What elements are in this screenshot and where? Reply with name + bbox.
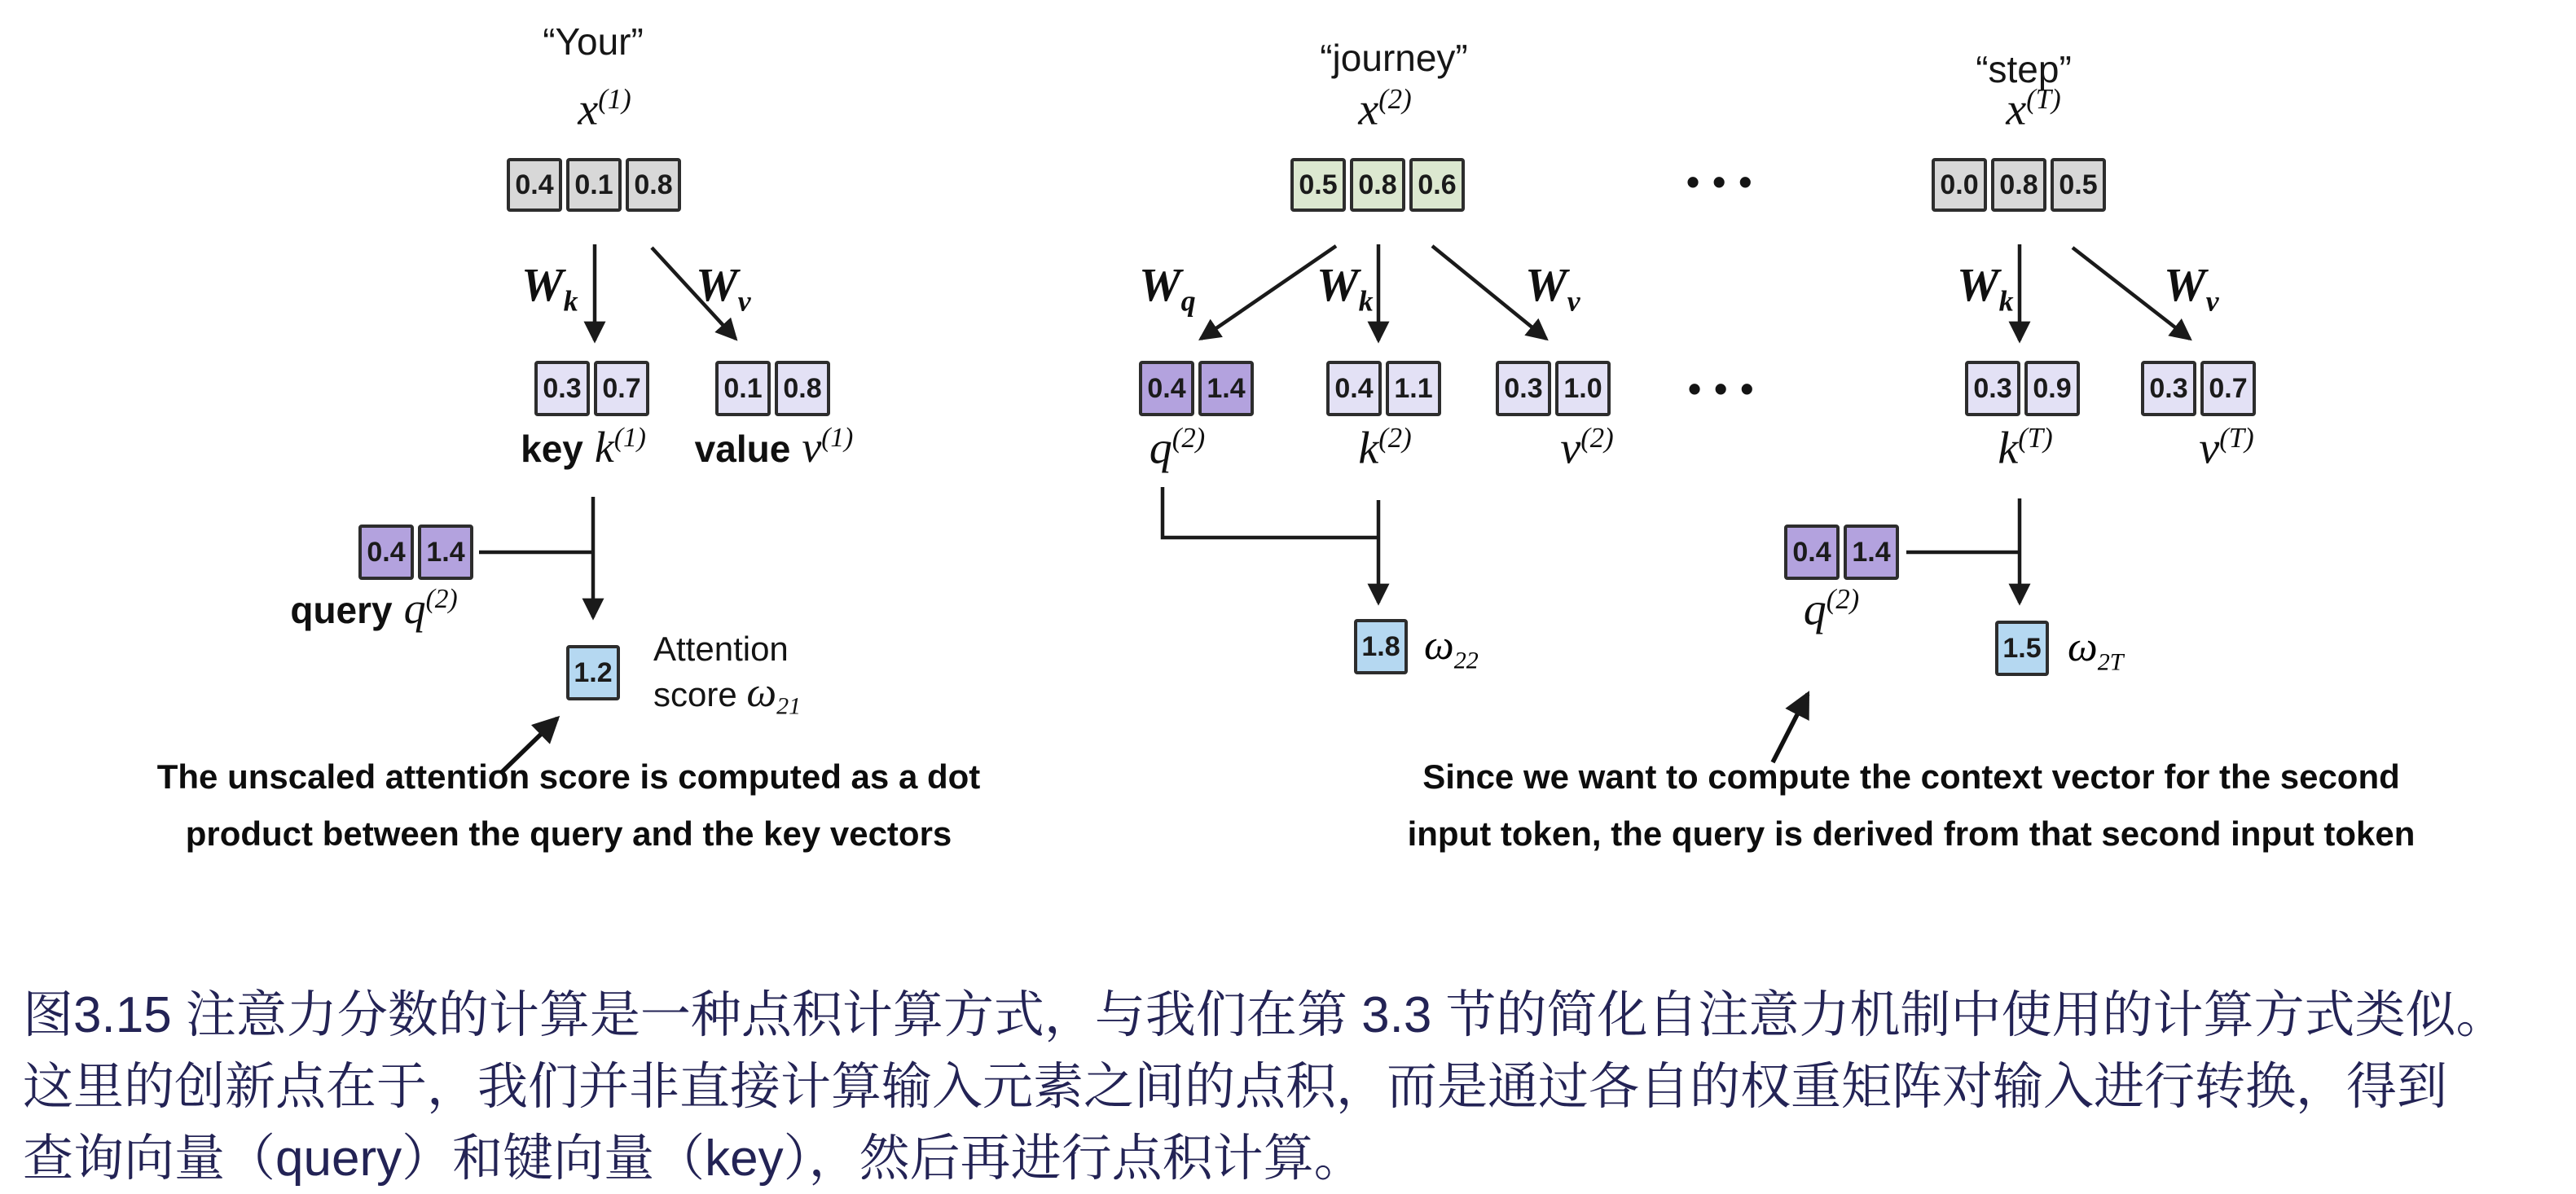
vector-cell: 0.1: [715, 361, 771, 416]
key-word: key: [521, 428, 583, 470]
query-word: query: [290, 589, 393, 631]
value-label-v1: [695, 422, 854, 472]
value-vector-v1: [715, 361, 830, 416]
wv-matrix-label-right: [2164, 257, 2219, 318]
annotation-left-line1: The unscaled attention score is computed as a dot: [156, 757, 981, 796]
annotation-right-line2: input token, the query is derived from that second input token: [1407, 814, 2416, 853]
x1-sup: (1): [598, 83, 631, 115]
vector-cell: 1.4: [1844, 525, 1899, 580]
caption-line2: 这里的创新点在于，我们并非直接计算输入元素之间的点积，而是通过各自的权重矩阵对输入进行转换，得到: [23, 1059, 2448, 1115]
wk-sub: k: [1998, 284, 2014, 318]
wv-matrix-label-middle: [1525, 257, 1580, 318]
query-vector-q2: [1139, 361, 1254, 416]
vector-cell: 0.7: [594, 361, 649, 416]
q2-label: $q^{(2)}$: [1149, 422, 1206, 474]
vector-cell: 0.9: [2024, 361, 2080, 416]
vector-cell: 0.6: [1409, 158, 1465, 212]
omega22-label: $\omega_{22}$: [1424, 622, 1479, 674]
wv-base: W: [696, 258, 738, 311]
wv-sub: v: [737, 284, 751, 318]
v2-label: $v^{(2)}$: [1560, 422, 1614, 474]
attention-caption-line1: Attention: [653, 630, 789, 668]
attention-score-caption: [653, 627, 801, 728]
key-vector-k1: [534, 361, 649, 416]
wk-base: W: [521, 258, 564, 311]
vector-cell: 0.3: [534, 361, 590, 416]
caption-line1: 图3.15 注意力分数的计算是一种点积计算方式，与我们在第 3.3 节的简化自注意力机制中使用的计算方式类似。: [23, 987, 2507, 1043]
vector-cell: 0.3: [1965, 361, 2020, 416]
value-vector-vT: [2141, 361, 2256, 416]
vector-cell: 0.0: [1932, 158, 1987, 212]
key-vector-kT: [1965, 361, 2080, 416]
x2-sup: (2): [1378, 83, 1412, 115]
kT-label: $k^{(T)}$: [1998, 422, 2053, 474]
vector-cell: 1.4: [418, 525, 473, 580]
xT-base: x: [2006, 84, 2027, 135]
x1-base: x: [578, 84, 599, 135]
input-symbol-x2: [1358, 83, 1411, 136]
wv-base: W: [1525, 258, 1567, 311]
query-vector-left: [358, 525, 473, 580]
query-label-left: [290, 583, 457, 634]
wk-matrix-label-middle: [1317, 257, 1374, 318]
vector-cell: 1.1: [1386, 361, 1441, 416]
wq-matrix-label-middle: [1139, 257, 1196, 318]
vector-cell: 0.8: [1350, 158, 1405, 212]
input-vector-journey: [1290, 158, 1465, 212]
key-vector-k2: [1326, 361, 1441, 416]
token-your: “Your”: [543, 20, 644, 63]
attention-caption-line2: score $\omega_{21}$: [653, 669, 802, 720]
input-symbol-xT: [2006, 83, 2060, 136]
vector-cell: 0.4: [1139, 361, 1194, 416]
annotation-arrow-right: [1773, 694, 1808, 762]
vector-cell: 0.4: [1784, 525, 1840, 580]
wv-matrix-label-left: [696, 257, 751, 318]
caption-line3: 查询向量（query）和键向量（key），然后再进行点积计算。: [23, 1130, 1365, 1187]
input-vector-your: [507, 158, 681, 212]
vector-cell: 1.0: [1555, 361, 1611, 416]
value-vector-v2: [1496, 361, 1611, 416]
wk-matrix-label-left: [521, 257, 578, 318]
input-vector-step: [1932, 158, 2106, 212]
omega2T-label: $\omega_{2T}$: [2068, 624, 2124, 676]
token-journey: “journey”: [1320, 37, 1468, 79]
attention-score-box-w21: 1.2: [566, 645, 620, 700]
query-vector-right: [1784, 525, 1899, 580]
key-label-k1: [521, 422, 646, 472]
k2-label: $k^{(2)}$: [1358, 422, 1412, 474]
vector-cell: 0.5: [1290, 158, 1346, 212]
vector-cell: 0.4: [358, 525, 414, 580]
annotation-left-line2: product between the query and the key vectors: [185, 814, 952, 853]
wk-sub: k: [563, 284, 578, 318]
x2-base: x: [1358, 84, 1379, 135]
vT-label: $v^{(T)}$: [2199, 422, 2254, 474]
wk-base: W: [1957, 258, 1999, 311]
vector-cell: 0.4: [1326, 361, 1382, 416]
vector-cell: 0.1: [566, 158, 622, 212]
input-symbol-x1: [578, 83, 631, 136]
vector-cell: 0.4: [507, 158, 562, 212]
wk-sub: k: [1358, 284, 1374, 318]
query-key-connector-middle: [1163, 487, 1378, 538]
xT-sup: (T): [2026, 83, 2061, 115]
vector-cell: 0.3: [1496, 361, 1551, 416]
vector-cell: 1.4: [1198, 361, 1254, 416]
wk-base: W: [1317, 258, 1359, 311]
attention-score-box-w2T: 1.5: [1995, 621, 2049, 676]
wq-sub: q: [1180, 284, 1196, 318]
annotation-right-line1: Since we want to compute the context vector for the second: [1422, 757, 2400, 796]
q2-symbol-left: $q^{(2)}$: [403, 584, 458, 633]
wv-sub: v: [1567, 284, 1580, 318]
k1-symbol: $k^{(1)}$: [594, 423, 646, 472]
attention-score-box-w22: 1.8: [1354, 619, 1408, 674]
vector-cell: 0.8: [1991, 158, 2046, 212]
q2-label-right: $q^{(2)}$: [1803, 583, 1860, 635]
wv-sub: v: [2205, 284, 2219, 318]
token-step: “step”: [1976, 48, 2072, 90]
vector-cell: 0.3: [2141, 361, 2196, 416]
vector-cell: 0.7: [2200, 361, 2256, 416]
ellipsis-top: •••: [1686, 160, 1765, 203]
vector-cell: 0.5: [2051, 158, 2106, 212]
wk-matrix-label-right: [1957, 257, 2014, 318]
vector-cell: 0.8: [775, 361, 830, 416]
wq-base: W: [1139, 258, 1181, 311]
vector-cell: 0.8: [626, 158, 681, 212]
v1-symbol: $v^{(1)}$: [802, 423, 854, 472]
wv-base: W: [2164, 258, 2206, 311]
value-word: value: [694, 428, 791, 470]
ellipsis-middle: •••: [1688, 367, 1767, 410]
